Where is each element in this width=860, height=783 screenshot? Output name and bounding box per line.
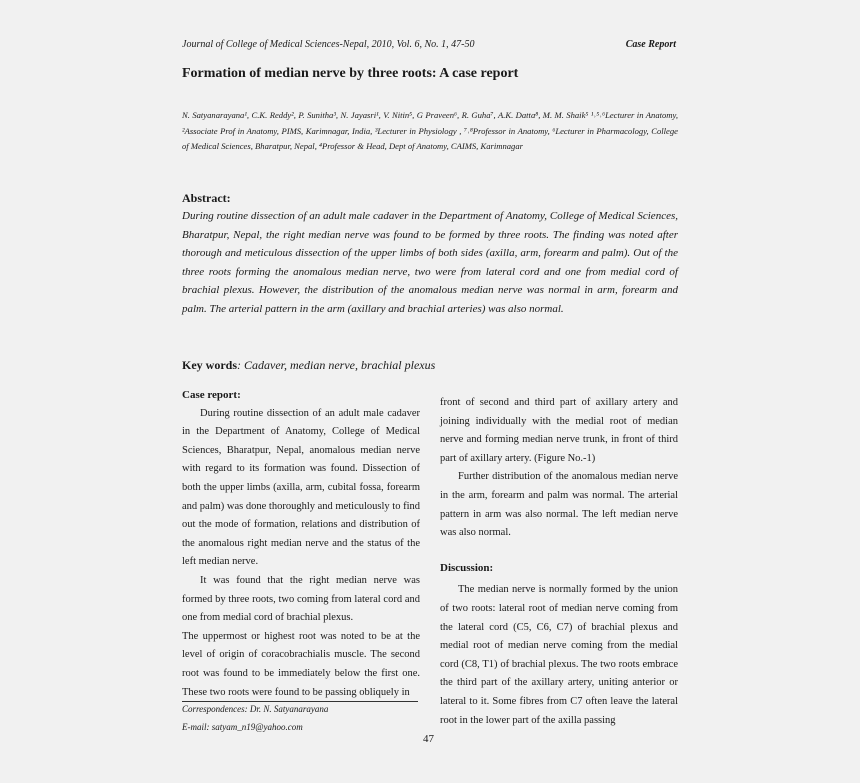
email-note: E-mail: satyam_n19@yahoo.com — [182, 722, 303, 732]
case-report-paragraph: front of second and third part of axillary artery and joining individually with the medial root of median nerve and forming median nerve trunk, in front of third part of axillary artery. (Figure No.-1) — [440, 397, 678, 464]
abstract-heading: Abstract: — [182, 191, 231, 205]
page-number: 47 — [423, 733, 434, 745]
keywords-label: Key words — [182, 358, 237, 372]
discussion-paragraph: The median nerve is normally formed by the union of two roots: lateral root of median nerve coming from the lateral cord (C5, C6, C7) of brachial plexus and medial root of median nerve coming from the medial cord (C8, T1) of brachial plexus. The two roots embrace the third part of the axillary artery, uniting anterior or lateral to it. Some fibres from C7 often leave the lateral root in the lower part of the axilla passing — [440, 584, 678, 726]
keywords-line — [182, 358, 435, 373]
article-type: Case Report — [625, 39, 676, 50]
journal-citation: Journal of College of Medical Sciences-Nepal, 2010, Vol. 6, No. 1, 47-50 — [182, 39, 475, 50]
discussion-heading: Discussion: — [440, 561, 494, 574]
article-title: Formation of median nerve by three roots: A case report — [182, 66, 519, 81]
case-report-paragraph: It was found that the right median nerve was formed by three roots, two coming from lateral cord and one from medial cord of brachial plexus. — [182, 574, 420, 624]
footnote-divider — [182, 701, 418, 702]
right-column — [440, 394, 678, 730]
case-report-paragraph: During routine dissection of an adult male cadaver in the Department of Anatomy, College of Medical Sciences, Bharatpur, Nepal, anomalous median nerve with regard to its formation was found. Dissection of both the upper limbs (axilla, arm, cubital fossa, forearm and palm) was done thoroughly and meticulously to find out the mode of formation, relations and distribution of the anomalous right median nerve and the status of the left median nerve. — [182, 407, 420, 568]
author-affiliations: N. Satyanarayana¹, C.K. Reddy², P. Sunitha³, N. Jayasri¹, V. Nitin⁵, G Praveen⁶, R. Guha⁷, A.K. Datta⁸, M. M. Shaik⁵ ¹˒⁵˒⁶Lecturer in Anatomy, ²Associate Prof in Anatomy, PIMS, Karimnagar, India, ³Lecturer in Physiology , ⁷˒⁸Professor in Anatomy, ⁶Lecturer in Pharmacology, College of Medical Sciences, Bharatpur, Nepal, ⁴Professor & Head, Dept of Anatomy, CAIMS, Karimnagar — [182, 110, 678, 151]
case-report-paragraph: The uppermost or highest root was noted to be at the level of origin of coracobrachialis muscle. The second root was found to be immediately below the first one. These two roots were found to be passing obliquely in — [182, 630, 420, 698]
left-column — [182, 386, 420, 702]
keywords-value: : Cadaver, median nerve, brachial plexus — [237, 358, 436, 372]
abstract-text: During routine dissection of an adult male cadaver in the Department of Anatomy, College of Medical Sciences, Bharatpur, Nepal, the right median nerve was found to be formed by three roots. The finding was noted after thorough and meticulous dissection of the upper limbs of both sides (axilla, arm, forearm and palm). Out of the three roots forming the anomalous median nerve, two were from lateral cord and one from medial cord of brachial plexus. However, the distribution of the anomalous median nerve was normal in arm, forearm and palm. The arterial pattern in the arm (axillary and brachial arteries) was also normal. — [182, 210, 678, 315]
case-report-heading: Case report: — [182, 389, 241, 401]
correspondence-note: Correspondences: Dr. N. Satyanarayana — [182, 704, 329, 714]
case-report-paragraph: Further distribution of the anomalous median nerve in the arm, forearm and palm was normal. The arterial pattern in arm was also normal. The left median nerve was also normal. — [440, 471, 678, 539]
